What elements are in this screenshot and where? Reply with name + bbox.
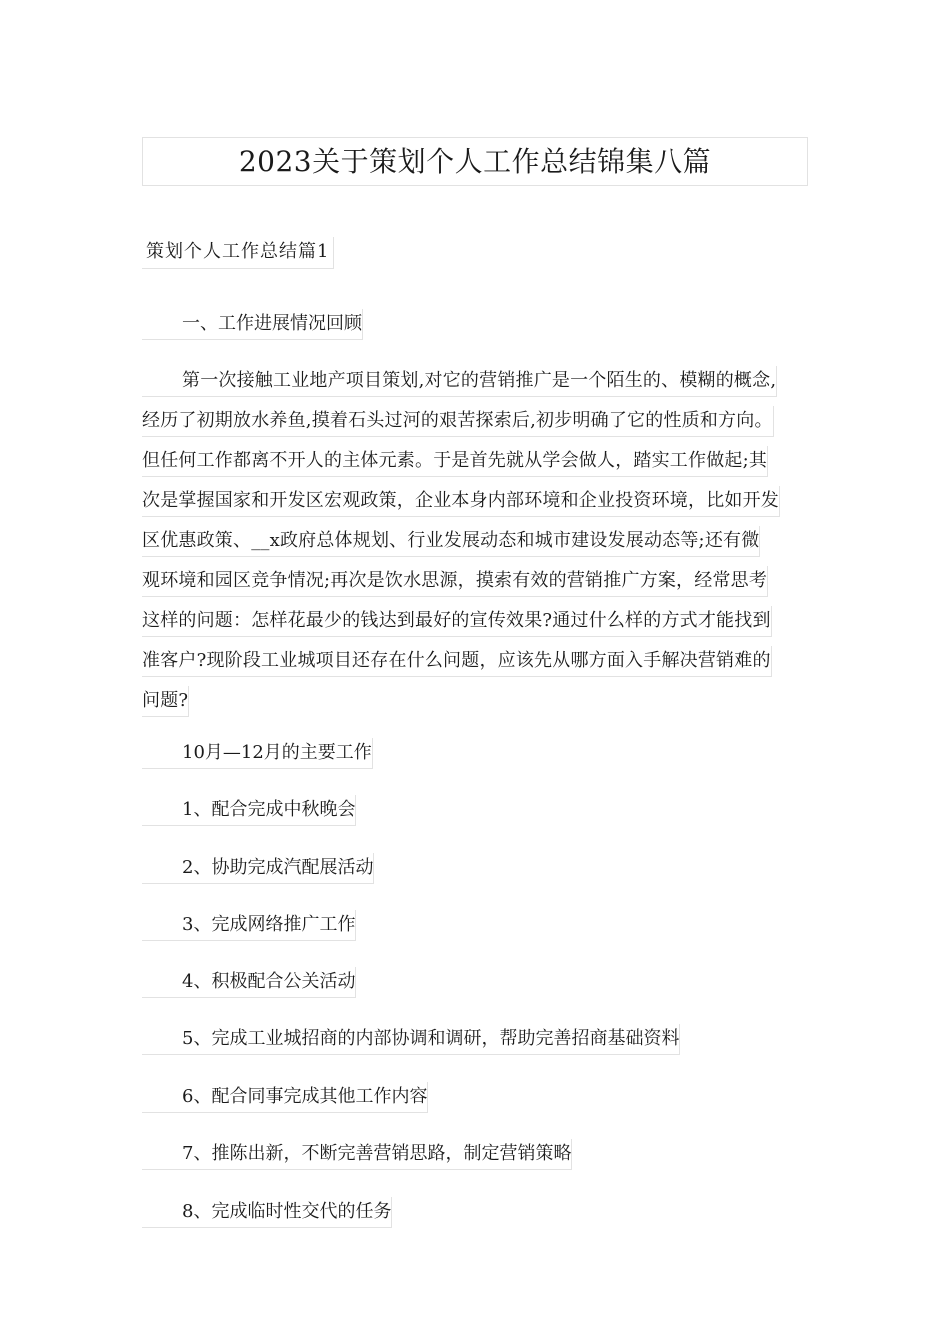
work-item: 2、协助完成汽配展活动 bbox=[142, 853, 374, 884]
work-item: 4、积极配合公关活动 bbox=[142, 967, 356, 998]
paragraph-line bbox=[142, 646, 806, 686]
paragraph-line bbox=[142, 446, 806, 486]
work-item: 1、配合完成中秋晚会 bbox=[142, 795, 356, 826]
period-heading: 10月—12月的主要工作 bbox=[142, 738, 373, 769]
paragraph-line-text: 区优惠政策、__x政府总体规划、行业发展动态和城市建设发展动态等;还有微 bbox=[142, 526, 760, 557]
subheading: 一、工作进展情况回顾 bbox=[142, 309, 363, 340]
paragraph-line-text: 这样的问题：怎样花最少的钱达到最好的宣传效果?通过什么样的方式才能找到 bbox=[142, 606, 772, 637]
work-item: 5、完成工业城招商的内部协调和调研，帮助完善招商基础资料 bbox=[142, 1024, 680, 1055]
paragraph-line bbox=[142, 606, 806, 646]
paragraph bbox=[142, 366, 806, 726]
work-item: 8、完成临时性交代的任务 bbox=[142, 1197, 392, 1228]
work-item: 6、配合同事完成其他工作内容 bbox=[142, 1082, 428, 1113]
work-item: 7、推陈出新，不断完善营销思路，制定营销策略 bbox=[142, 1139, 572, 1170]
paragraph-line bbox=[142, 406, 806, 446]
paragraph-line-text: 经历了初期放水养鱼,摸着石头过河的艰苦探索后,初步明确了它的性质和方向。 bbox=[142, 406, 774, 437]
paragraph-line-text: 问题? bbox=[142, 686, 189, 717]
paragraph-line bbox=[142, 566, 806, 606]
work-item: 3、完成网络推广工作 bbox=[142, 910, 356, 941]
paragraph-line-text: 第一次接触工业地产项目策划,对它的营销推广是一个陌生的、模糊的概念, bbox=[142, 366, 777, 397]
paragraph-line-text: 准客户?现阶段工业城项目还存在什么问题，应该先从哪方面入手解决营销难的 bbox=[142, 646, 772, 677]
paragraph-line-text: 但任何工作都离不开人的主体元素。于是首先就从学会做人，踏实工作做起;其 bbox=[142, 446, 768, 477]
document-title: 2023关于策划个人工作总结锦集八篇 bbox=[238, 144, 712, 178]
title-box bbox=[142, 137, 808, 186]
paragraph-line-text: 次是掌握国家和开发区宏观政策，企业本身内部环境和企业投资环境，比如开发 bbox=[142, 486, 780, 517]
section-heading: 策划个人工作总结篇1 bbox=[142, 237, 334, 269]
paragraph-line bbox=[142, 686, 806, 726]
paragraph-line bbox=[142, 366, 806, 406]
paragraph-line bbox=[142, 526, 806, 566]
paragraph-line-text: 观环境和园区竞争情况;再次是饮水思源，摸索有效的营销推广方案，经常思考 bbox=[142, 566, 768, 597]
paragraph-line bbox=[142, 486, 806, 526]
